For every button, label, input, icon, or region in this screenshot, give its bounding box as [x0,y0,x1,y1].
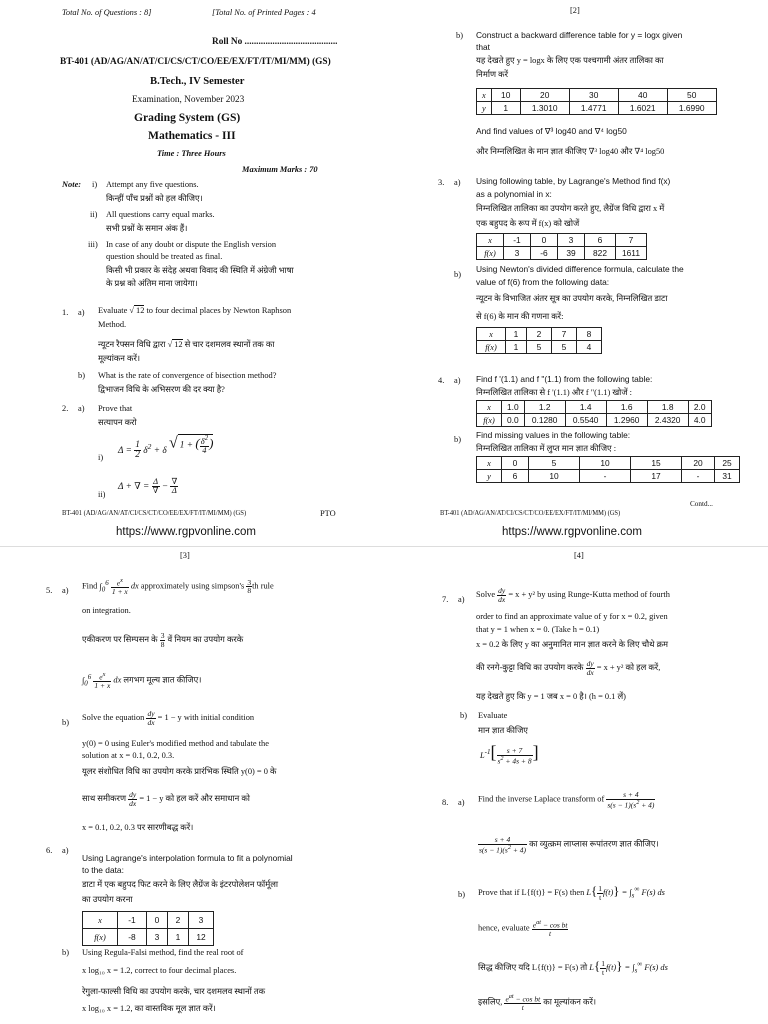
q3b-text-hi-1: न्यूटन के विभाजित अंतर सूत्र का उपयोग करके, निम्नलिखित डाटा [476,294,668,303]
q6b-text-en-1: Using Regula-Falsi method, find the real root of [82,948,244,957]
q8b-hence-en: hence, evaluate $\frac{e^{at} - \cos bt}{t}$ [478,919,568,938]
q7a-text-en-1: Solve $\frac{dy}{dx}$ = x + y² by using Runge-Kutta method of fourth [476,586,670,604]
q5a-text-hi-2: $\int_0^6$ $\frac{e^x}{1 + x}$ dx लगभग मूल्य ज्ञात कीजिए। [82,671,202,690]
eq-ii-label: ii) [98,490,106,499]
q7a-text-hi-2: की रनगे-कुट्टा विधि का उपयोग करके $\frac{dy}{dx}$ = x + y² को हल करें, [476,659,661,677]
q1a-label: a) [78,308,85,317]
q2b-find-hi: और निम्नलिखित के मान ज्ञात कीजिए ∇³ log40 और ∇⁴ log50 [476,147,665,156]
table-row: x 1 2 7 8 [477,328,602,341]
q7a-text-hi-3: यह देखते हुए कि y = 1 जब x = 0 है। (h = 0.1 लें) [476,692,626,701]
q3a-text-en-1: Using following table, by Lagrange's Method find f(x) [476,176,671,186]
q3a-text-hi-1: निम्नलिखित तालिका का उपयोग करते हुए, लैग्रेंज विधि द्वारा x में [476,204,665,213]
q2b-label: b) [456,31,463,40]
page-1 [0,0,384,545]
table-row: x -1 0 3 6 7 [477,234,647,247]
q3a-text-en-2: as a polynomial in x: [476,189,552,199]
table-row: x 1.0 1.2 1.4 1.6 1.8 2.0 [477,401,712,414]
q6b-label: b) [62,948,69,957]
website-url[interactable]: https://www.rgpvonline.com [502,526,642,538]
q8-number: 8. [442,798,449,807]
q1a-text-hi: न्यूटन रैफ्सन विधि द्वारा √ 12 से चार दशमलव स्थानों तक का [98,340,275,349]
total-questions: Total No. of Questions : 8] [62,8,152,17]
q6-number: 6. [46,846,53,855]
q6b-text-hi-1: रेगुला-फाल्सी विधि का उपयोग करके, चार दशमलव स्थानों तक [82,987,266,996]
q2a-label: a) [78,404,85,413]
q7-number: 7. [442,595,449,604]
subject-title: Mathematics - III [148,129,236,142]
q6a-text-hi-2: का उपयोग करना [82,895,133,904]
q5b-text-en-3: solution at x = 0.1, 0.2, 0.3. [82,751,175,760]
page-number: [4] [574,551,584,560]
q5b-text-en-2: y(0) = 0 using Euler's modified method and tabulate the [82,739,269,748]
q7a-text-en-3: that y = 1 when x = 0. (Take h = 0.1) [476,625,600,634]
q1a-method: Method. [98,320,127,329]
q6b-text-en-2: x log₁₀ x = 1.2, correct to four decimal places. [82,966,237,975]
eq-i-label: i) [98,453,104,462]
equation-i: Δ = $\frac{1}{2}$ $\delta^2 + \delta$ √ 1 + ( $\frac{\delta^2}{4}$ ) [118,434,214,461]
q4a-text-en: Find f '(1.1) and f "(1.1) from the following table: [476,374,653,384]
note-label: Note: [62,180,82,189]
q8a-label: a) [458,798,465,807]
table-row: f(x) 0.0 0.1280 0.5540 1.2960 2.4320 4.0 [477,414,712,427]
q2b-text-hi-2: निर्माण करें [476,70,509,79]
q3a-label: a) [454,178,461,187]
q4b-text-en: Find missing values in the following table: [476,430,631,440]
table-row: y 1 1.3010 1.4771 1.6021 1.6990 [477,102,717,115]
q1a-text-hi-2: मूल्यांकन करें। [98,354,141,363]
q8b-text-hi: सिद्ध कीजिए यदि L{f(t)} = F(s) तो L{ $\frac{1}{t}$ $f(t)\} = \int_s^\infty$ F(s) ds [478,958,668,977]
q1b-text-en: What is the rate of convergence of bisection method? [98,371,277,380]
note-1-en: Attempt any five questions. [106,180,199,189]
q2b-text-en-2: that [476,42,490,52]
q3b-text-en-1: Using Newton's divided difference formula, calculate the [476,264,684,274]
page-4 [384,548,768,1024]
note-3-hi-1: किसी भी प्रकार के संदेह अथवा विवाद की स्थिति में अंग्रेजी भाषा [106,266,294,275]
q6a-text-hi-1: डाटा में एक बहुपद फिट करने के लिए लैग्रेंज के इंटरपोलेशन फॉर्मूला [82,880,279,889]
q8a-text-hi: $\frac{s + 4}{s(s - 1)(s^2 + 4)}$ का व्युत्क्रम लाप्लास रूपांतरण ज्ञात कीजिए। [479,835,659,854]
contd-note: Contd... [690,500,713,508]
table-row: x 0 5 10 15 20 25 [477,457,740,470]
q5a-text-en-2: on integration. [82,606,131,615]
table-lagrange-fit [82,911,214,946]
note-1-hi: किन्हीं पाँच प्रश्नों को हल कीजिए। [106,194,203,203]
q1-number: 1. [62,308,69,317]
q7b-label: b) [460,711,467,720]
grading-system: Grading System (GS) [134,111,241,124]
website-url[interactable]: https://www.rgpvonline.com [116,526,256,538]
page-divider [0,546,768,547]
q7a-text-hi-1: x = 0.2 के लिए y का अनुमानित मान ज्ञात करने के लिए चौथे क्रम [476,640,669,649]
q4-number: 4. [438,376,445,385]
q7b-text-hi: मान ज्ञात कीजिए [478,726,528,735]
q5b-text-hi-3: x = 0.1, 0.2, 0.3 पर सारणीबद्ध करें। [82,823,194,832]
table-logx [476,88,717,115]
table-lagrange [476,233,647,260]
footer-code: BT-401 (AD/AG/AN/AT/CI/CS/CT/CO/EE/EX/FT/IT/MI/MM) (GS) [62,509,247,517]
q5a-label: a) [62,586,69,595]
q5b-text-en-1: Solve the equation $\frac{dy}{dx}$ = 1 − y with initial condition [82,709,255,727]
q2-number: 2. [62,404,69,413]
q3-number: 3. [438,178,445,187]
course-name: B.Tech., IV Semester [150,76,245,87]
q4a-text-hi: निम्नलिखित तालिका से f '(1.1) और f "(1.1) खोजें : [476,388,632,397]
table-missing-values [476,456,740,483]
q7a-text-en-2: order to find an approximate value of y for x = 0.2, given [476,612,668,621]
q1b-label: b) [78,371,85,380]
page-3 [0,548,384,1024]
max-marks: Maximum Marks : 70 [242,165,318,174]
note-3-en-1: In case of any doubt or dispute the English version [106,240,277,249]
note-2-hi: सभी प्रश्नों के समान अंक हैं। [106,224,188,233]
q7a-label: a) [458,595,465,604]
table-derivative [476,400,712,427]
sqrt-12: 12 [136,306,145,315]
q1a-text-en: Evaluate √ 12 to four decimal places by Newton Raphson [98,306,292,315]
q8b-hence-hi: इसलिए, $\frac{e^{at} - \cos bt}{t}$ का मूल्यांकन करें। [478,993,597,1012]
table-row: x 10 20 30 40 50 [477,89,717,102]
q6a-text-en-2: to the data: [82,865,124,875]
q6a-label: a) [62,846,69,855]
table-row: x -1 0 2 3 [83,912,214,929]
note-2-en: All questions carry equal marks. [106,210,215,219]
q4a-label: a) [454,376,461,385]
q8b-text-en: Prove that if L{f(t)} = F(s) then L{ $\frac{1}{t}$ $f(t)\} = \int_s^\infty$ F(s) ds [478,883,665,902]
q7b-text-en: Evaluate [478,711,508,720]
q2a-text-hi: सत्यापन करो [98,418,137,427]
q3b-text-hi-2: से f(6) के मान की गणना करें: [476,312,564,321]
roll-no: Roll No ........................................ [212,37,338,47]
q2b-text-en-1: Construct a backward difference table for y = logx given [476,30,683,40]
q3b-text-en-2: value of f(6) from the following data: [476,277,610,287]
q6a-text-en-1: Using Lagrange's interpolation formula to fit a polynomial [82,853,293,863]
table-row: y 6 10 - 17 - 31 [477,470,740,483]
page-number: [3] [180,551,190,560]
q3a-text-hi-2: एक बहुपद के रूप में f(x) को खोजें [476,219,580,228]
q3b-label: b) [454,270,461,279]
total-pages: [Total No. of Printed Pages : 4 [212,8,316,17]
q5a-text-en: Find $\int_0^6$ $\frac{e^x}{1 + x}$ dx approximately using simpson's $\frac{3}{8}$ th rule [82,577,274,596]
q6b-text-hi-2: x log₁₀ x = 1.2, का वास्तविक मूल ज्ञात करें। [82,1004,216,1013]
footer-code: BT-401 (AD/AG/AN/AT/CI/CS/CT/CO/EE/EX/FT/IT/MI/MM) (GS) [440,509,621,517]
q8b-label: b) [458,890,465,899]
exam-time: Time : Three Hours [157,149,226,158]
table-row: f(x) 1 5 5 4 [477,341,602,354]
q5b-label: b) [62,718,69,727]
table-divided-difference [476,327,602,354]
note-3-num: iii) [88,240,98,249]
note-2-num: ii) [90,210,98,219]
q2b-text-hi-1: यह देखते हुए y = logx के लिए एक पश्चगामी अंतर तालिका का [476,56,664,65]
table-row: f(x) 3 -6 39 822 1611 [477,247,647,260]
q1b-text-hi: द्विभाजन विधि के अभिसरण की दर क्या है? [98,385,225,394]
q4b-text-hi: निम्नलिखित तालिका में लुप्त मान ज्ञात कीजिए : [476,444,617,453]
q5a-text-hi-1: एकीकरण पर सिम्पसन के $\frac{3}{8}$ वें नियम का उपयोग करके [82,631,244,649]
q8a-text-en: Find the inverse Laplace transform of $\frac{s + 4}{s(s - 1)(s^2 + 4)}$ [478,790,655,809]
equation-ii: Δ + ∇ = $\frac{\Delta}{\nabla}$ − $\frac{\nabla}{\Delta}$ [118,477,178,496]
note-3-en-2: question should be treated as final. [106,252,223,261]
inverse-laplace-expr: $L^{-1}$[ $\frac{s + 7}{s^2 + 4s + 8}$ ] [480,742,539,766]
q2a-text-en: Prove that [98,404,133,413]
note-3-hi-2: के प्रश्न को अंतिम माना जायेगा। [106,279,198,288]
q5b-text-hi-1: यूलर संशोधित विधि का उपयोग करके प्रारंभिक स्थिति y(0) = 0 के [82,767,277,776]
footer-pto: PTO [320,509,336,518]
q2b-find-en: And find values of ∇³ log40 and ∇⁴ log50 [476,126,627,136]
q5b-text-hi-2: साथ समीकरण $\frac{dy}{dx}$ = 1 − y को हल करें और समाधान को [82,790,250,808]
exam-session: Examination, November 2023 [132,95,245,105]
q4b-label: b) [454,435,461,444]
paper-code: BT-401 (AD/AG/AN/AT/CI/CS/CT/CO/EE/EX/FT/IT/MI/MM) (GS) [60,57,331,67]
page-number: [2] [570,6,580,15]
note-1-num: i) [92,180,98,189]
table-row: f(x) -8 3 1 12 [83,929,214,946]
page-2 [384,0,768,545]
q5-number: 5. [46,586,53,595]
